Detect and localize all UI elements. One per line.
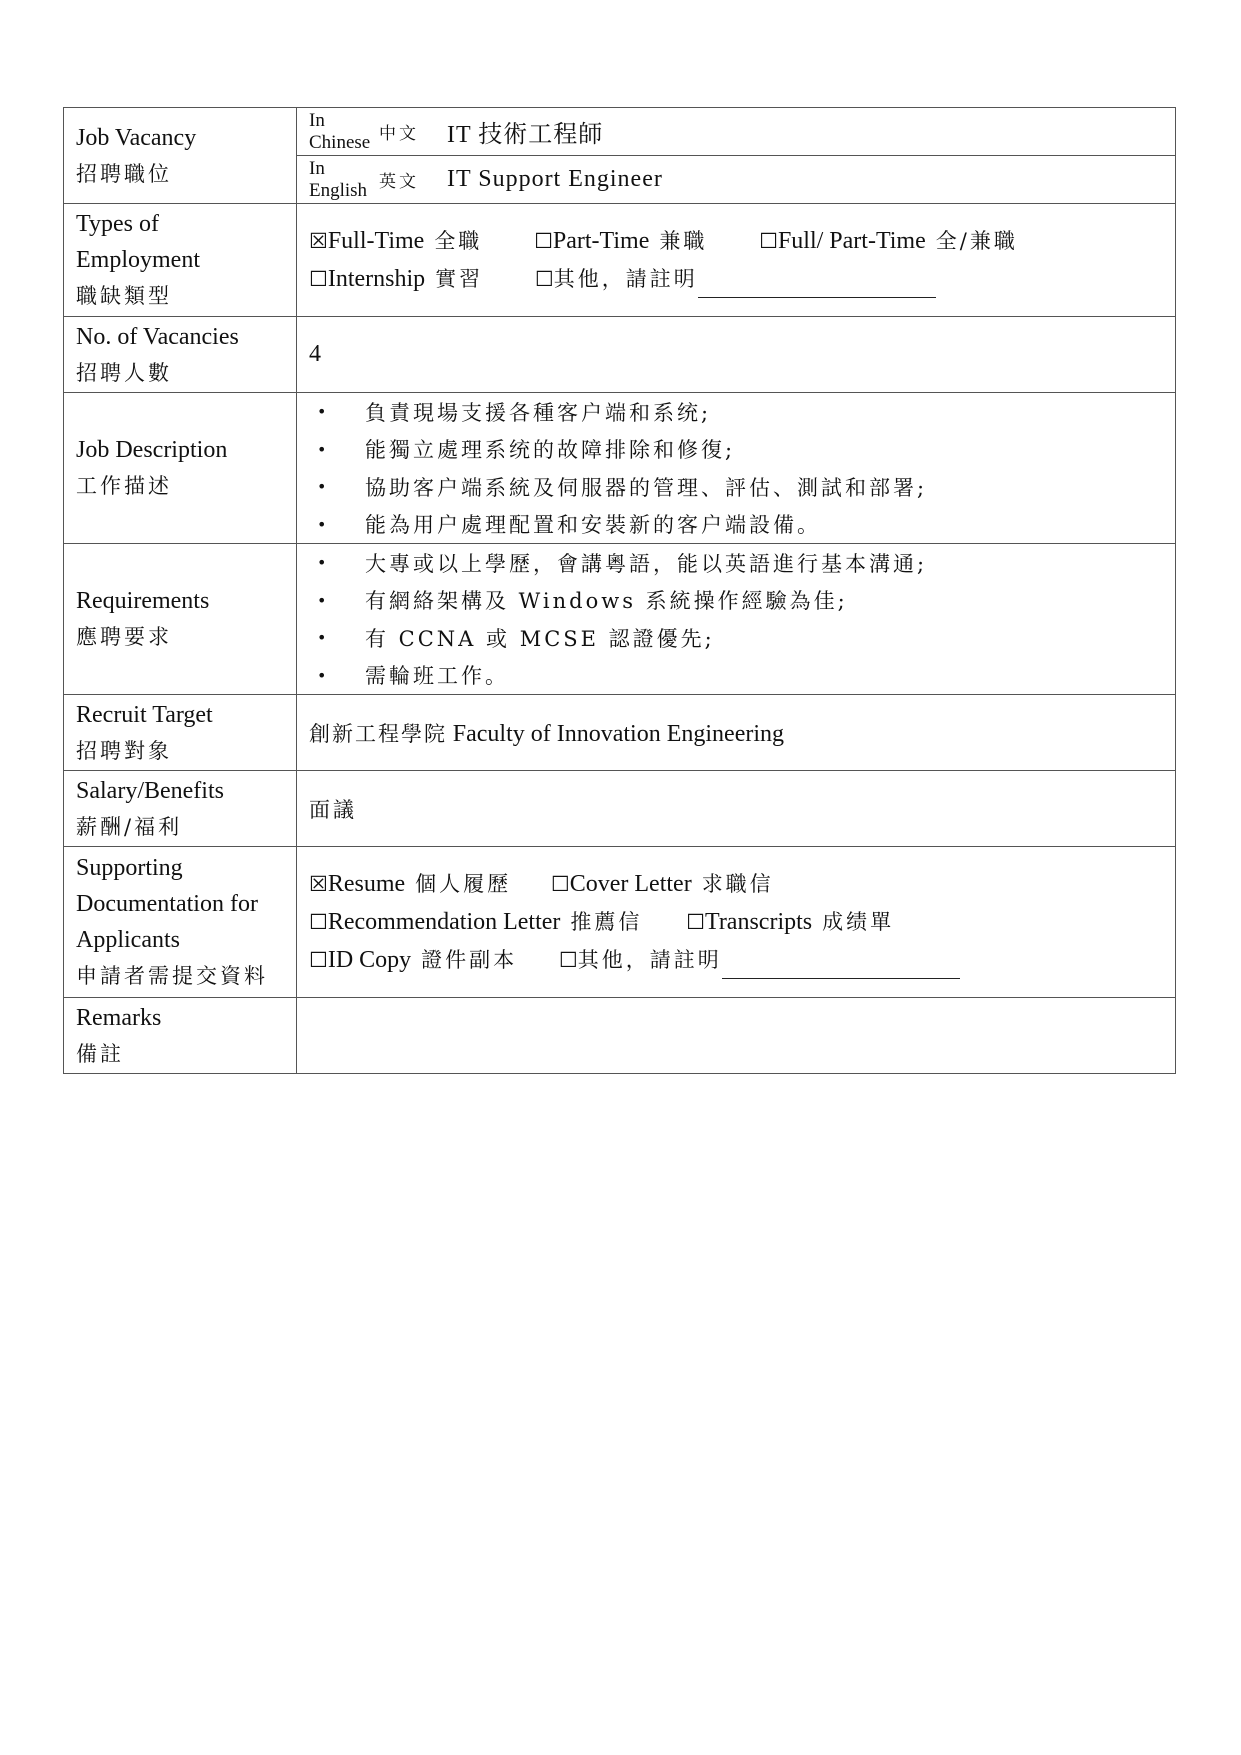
requirement-item: 有 CCNA 或 MCSE 認證優先; <box>365 626 715 651</box>
job-description-item: 能獨立處理系统的故障排除和修復; <box>365 438 736 463</box>
other-specify-blank[interactable] <box>698 275 936 298</box>
option-other-document[interactable] <box>559 942 960 979</box>
employment-types-label-en-2: Employment <box>76 247 200 273</box>
job-vacancy-label-en: Job Vacancy <box>76 124 197 151</box>
documents-label-zh: 申請者需提交資料 <box>76 964 268 988</box>
row-employment-types <box>64 204 1176 317</box>
list-item <box>317 506 1175 544</box>
job-description-label-zh: 工作描述 <box>76 474 172 498</box>
option-full-time[interactable] <box>309 223 482 260</box>
vacancies-value-cell <box>297 317 1176 393</box>
recruit-target-label-en: Recruit Target <box>76 701 213 728</box>
option-part-time[interactable] <box>534 223 707 260</box>
checkbox-unchecked-icon[interactable]: ☐ <box>558 948 578 972</box>
option-label-zh: 其他，請註明 <box>577 948 722 972</box>
bullet-icon: • <box>317 439 327 459</box>
option-label-zh: 求職信 <box>701 872 774 896</box>
checkbox-unchecked-icon[interactable]: ☐ <box>759 229 778 253</box>
recruit-target-label-zh: 招聘對象 <box>76 738 172 763</box>
checkbox-unchecked-icon[interactable]: ☐ <box>534 267 554 291</box>
option-label-zh: 個人履歷 <box>415 872 512 896</box>
employment-types-label-cell <box>64 204 297 317</box>
job-description-label-en: Job Description <box>76 437 228 463</box>
salary-value: 面議 <box>309 797 357 822</box>
documents-row-2 <box>309 903 1175 941</box>
checkbox-checked-icon[interactable]: ☒ <box>309 229 328 253</box>
employment-options-row-1 <box>309 222 1175 260</box>
row-requirements <box>64 544 1176 695</box>
list-item <box>317 393 1175 431</box>
documents-label-en-2: Documentation for <box>76 891 258 917</box>
option-cover-letter[interactable] <box>551 866 774 903</box>
remarks-value-cell[interactable] <box>297 998 1176 1074</box>
option-label-zh: 成绩單 <box>822 910 895 934</box>
requirements-list-cell <box>297 544 1176 695</box>
job-vacancy-label-zh: 招聘職位 <box>76 161 172 186</box>
row-job-description <box>64 393 1176 544</box>
lang-english-label-zh: 英文 <box>379 172 419 192</box>
job-title-english-cell <box>297 156 1176 204</box>
option-label-zh: 證件副本 <box>421 948 518 972</box>
row-salary <box>64 771 1176 847</box>
option-label-en: Internship <box>327 266 426 292</box>
employment-types-label-zh: 職缺類型 <box>76 284 172 308</box>
requirements-label-en: Requirements <box>76 588 210 614</box>
salary-value-cell <box>297 771 1176 847</box>
job-description-item: 協助客户端系統及伺服器的管理、評估、測試和部署; <box>365 475 928 500</box>
recruit-target-value-cell <box>297 695 1176 771</box>
option-label-en: Cover Letter <box>569 871 692 897</box>
requirement-item: 大專或以上學歷，會講粵語，能以英語進行基本溝通; <box>365 551 928 576</box>
vacancies-label-zh: 招聘人數 <box>76 360 172 385</box>
option-label-zh: 兼職 <box>659 229 708 253</box>
requirement-item: 有網絡架構及 Windows 系統操作經驗為佳; <box>365 589 848 614</box>
remarks-label-en: Remarks <box>76 1004 162 1031</box>
recruit-target-zh: 創新工程學院 <box>309 721 447 746</box>
job-title-english: IT Support Engineer <box>447 166 663 192</box>
vacancies-label-en: No. of Vacancies <box>76 323 239 350</box>
documents-row-1 <box>309 865 1175 903</box>
list-item <box>317 544 1175 582</box>
checkbox-checked-icon[interactable]: ☒ <box>309 872 328 896</box>
option-recommendation-letter[interactable] <box>309 904 642 941</box>
bullet-icon: • <box>317 514 327 534</box>
option-transcripts[interactable] <box>686 904 894 941</box>
row-job-vacancy <box>64 108 1176 156</box>
option-label-en: ID Copy <box>327 947 412 973</box>
bullet-icon: • <box>317 553 327 573</box>
option-label-en: Recommendation Letter <box>327 909 561 935</box>
option-label-zh: 其他，請註明 <box>553 267 698 291</box>
option-label-zh: 全職 <box>434 229 483 253</box>
option-full-part-time[interactable] <box>759 223 1018 260</box>
requirements-label-cell <box>64 544 297 695</box>
option-label-en: Full/ Part-Time <box>777 228 926 254</box>
list-item <box>317 582 1175 620</box>
checkbox-unchecked-icon[interactable]: ☐ <box>534 229 553 253</box>
salary-label-zh: 薪酬/福利 <box>76 814 183 839</box>
list-item <box>317 657 1175 695</box>
requirements-label-zh: 應聘要求 <box>76 625 172 649</box>
employment-options-row-2 <box>309 260 1175 298</box>
option-label-en: Transcripts <box>705 909 813 935</box>
option-label-zh: 全/兼職 <box>935 229 1018 253</box>
checkbox-unchecked-icon[interactable]: ☐ <box>686 910 705 934</box>
employment-types-label-en-1: Types of <box>76 211 159 237</box>
employment-types-options <box>297 204 1176 317</box>
documents-row-3 <box>309 941 1175 979</box>
option-label-en: Full-Time <box>327 228 425 254</box>
checkbox-unchecked-icon[interactable]: ☐ <box>309 948 328 972</box>
option-id-copy[interactable] <box>309 942 517 979</box>
vacancies-count: 4 <box>309 341 321 367</box>
list-item <box>317 431 1175 469</box>
vacancies-label-cell <box>64 317 297 393</box>
bullet-icon: • <box>317 628 327 648</box>
documents-label-cell <box>64 847 297 998</box>
option-label-en: Part-Time <box>552 228 650 254</box>
option-label-zh: 實習 <box>435 267 484 291</box>
option-resume[interactable] <box>309 866 511 903</box>
lang-chinese-label-en: In Chinese <box>309 109 371 153</box>
documents-label-en-3: Applicants <box>76 927 180 953</box>
list-item <box>317 468 1175 506</box>
job-description-item: 能為用户處理配置和安裝新的客户端設備。 <box>365 513 821 538</box>
job-description-item: 負責現場支援各種客户端和系统; <box>365 400 712 425</box>
remarks-label-zh: 備註 <box>76 1041 124 1066</box>
checkbox-unchecked-icon[interactable]: ☐ <box>309 267 328 291</box>
bullet-icon: • <box>317 590 327 610</box>
bullet-icon: • <box>317 665 327 685</box>
row-vacancies <box>64 317 1176 393</box>
recruit-target-en: Faculty of Innovation Engineering <box>452 720 785 747</box>
other-document-blank[interactable] <box>722 956 960 979</box>
checkbox-unchecked-icon[interactable]: ☐ <box>309 910 328 934</box>
requirement-item: 需輪班工作。 <box>365 664 509 689</box>
job-posting-form <box>63 107 1176 1074</box>
bullet-icon: • <box>317 477 327 497</box>
checkbox-unchecked-icon[interactable]: ☐ <box>550 872 570 896</box>
salary-label-cell <box>64 771 297 847</box>
job-description-list <box>309 393 1175 543</box>
requirements-list <box>309 544 1175 694</box>
row-supporting-documents <box>64 847 1176 998</box>
remarks-label-cell <box>64 998 297 1074</box>
job-title-chinese: IT 技術工程師 <box>447 122 604 148</box>
option-internship[interactable] <box>309 261 483 298</box>
job-title-chinese-cell <box>297 108 1176 156</box>
list-item <box>317 619 1175 657</box>
row-remarks <box>64 998 1176 1074</box>
job-description-label-cell <box>64 393 297 544</box>
documents-options <box>297 847 1176 998</box>
option-label-en: Resume <box>327 871 406 897</box>
lang-english-label-en: In English <box>309 157 368 201</box>
salary-label-en: Salary/Benefits <box>76 777 224 804</box>
row-recruit-target <box>64 695 1176 771</box>
documents-label-en-1: Supporting <box>76 855 183 881</box>
recruit-target-label-cell <box>64 695 297 771</box>
option-other[interactable] <box>535 261 936 298</box>
job-vacancy-label-cell <box>64 108 297 204</box>
option-label-zh: 推薦信 <box>570 910 643 934</box>
bullet-icon: • <box>317 402 327 422</box>
job-description-list-cell <box>297 393 1176 544</box>
lang-chinese-label-zh: 中文 <box>379 124 419 144</box>
